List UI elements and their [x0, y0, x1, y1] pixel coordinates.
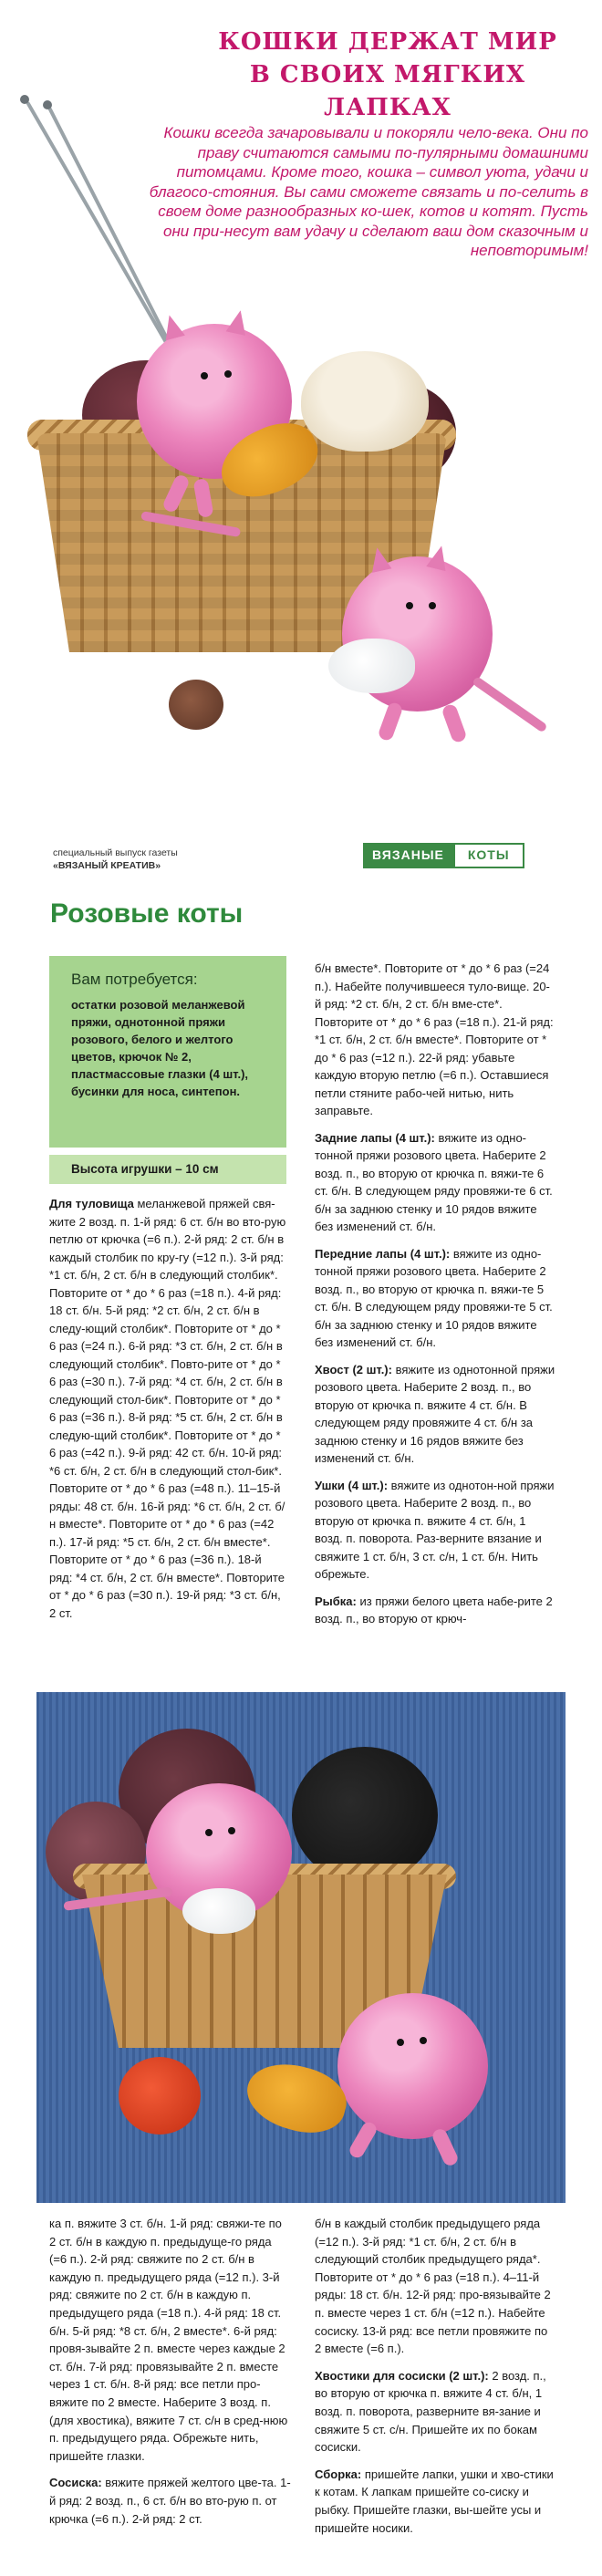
toy-pink-cat: [337, 1993, 488, 2139]
fish-instructions: [315, 1593, 556, 1628]
instructions-column-4: [315, 2215, 556, 2546]
assembly-instructions: [315, 2466, 556, 2537]
tail-lead: Хвост (2 шт.):: [315, 1362, 392, 1376]
yarn-ball-small: [169, 680, 223, 730]
cat-eye: [205, 1829, 213, 1836]
fish-text: из пряжи белого цвета набе-рите 2 возд. п., во вторую от крюч-: [315, 1594, 553, 1626]
needle-tip: [20, 95, 29, 104]
assembly-text: пришейте лапки, ушки и хво-стики к котам. К лапкам пришейте со-сиску и рыбку. Пришейте глазки, вы-шейте усы и пришейте носики.: [315, 2467, 554, 2535]
cat-eye: [201, 372, 208, 379]
ears-text: вяжите из однотон-ной пряжи розового цвета. Наберите 2 возд. п., во вторую от крючка п. вяжите 4 ст. б/н, 1 возд. п. поворота. Раз-верните вязание и свяжите 1 ст. б/н, 3 ст. с/н, 1 ст. б/н. Нить обрежьте.: [315, 1478, 555, 1581]
cat-eye: [429, 602, 436, 609]
hero-title-line2: В СВОИХ МЯГКИХ ЛАПКАХ: [249, 61, 526, 121]
needle-tip: [43, 100, 52, 109]
sausage-lead: Сосиска:: [49, 2476, 102, 2490]
hind-legs-lead: Задние лапы (4 шт.):: [315, 1130, 435, 1145]
hind-legs-instructions: [315, 1129, 556, 1236]
caption-line1: специальный выпуск газеты: [53, 847, 178, 858]
cat-tail: [472, 676, 548, 733]
cat-leg: [377, 701, 403, 743]
cat-eye: [228, 1827, 235, 1834]
second-photo: [36, 1692, 566, 2203]
section-tags: [363, 843, 524, 868]
toy-fish: [182, 1888, 255, 1934]
sausage-text: вяжите пряжей желтого цве-та. 1-й ряд: 2 возд. п., 6 ст. б/н во вто-рую п. от крючка (=6 п.). 2-й ряд: 2 ст.: [49, 2476, 291, 2526]
tag-topic: КОТЫ: [453, 843, 524, 868]
sausage-continued: б/н в каждый столбик предыдущего ряда (=12 п.). 3-й ряд: *1 ст. б/н, 2 ст. б/н в следующий столбик предыдущего ряда*. Повторите от * до * 6 раз (=18 п.). 4–11-й ряды: 18 ст. б/н. 12-й ряд: про-вязывайте 2 п. вместе через 1 ст. б/н (=12 п.). Набейте сосиску. 13-й ряд: все петли провяжите по 2 вместе (=6 п.).: [315, 2217, 551, 2356]
toy-white-cat: [301, 351, 429, 452]
cat-eye: [224, 370, 232, 378]
body-lead: Для туловища: [49, 1197, 134, 1210]
front-legs-lead: Передние лапы (4 шт.):: [315, 1246, 451, 1261]
body-text: меланжевой пряжей свя-жите 2 возд. п. 1-й ряд: 6 ст. б/н во вто-рую петлю от крючка (=6 п.). 2-й ряд: 2 ст. б/н в каждый столбик по кру-гу (=12 п.). 3-й ряд: *1 ст. б/н, 2 ст. б/н в следующий столбик*. Повторите от * до * 6 раз (=18 п.). 4-й ряд: 18 ст. б/н. 5-й ряд: *2 ст. б/н, 2 ст. б/н в следу-ющий столбик*. Повторите от * до * 6 раз (=24 п.). 6-й ряд: *3 ст. б/н, 2 ст. б/н в следующий столбик*. Повто-рите от * до * 6 раз (=30 п.). 7-й ряд: *4 ст. б/н, 2 ст. б/н в следующий стол-бик*. Повторите от * до * 6 раз (=36 п.). 8-й ряд: *5 ст. б/н, 2 ст. б/н в следую-щий столбик*. Повторите от * до * 6 раз (=42 п.). 9-й ряд: 42 ст. б/н. 10-й ряд: *6 ст. б/н, 2 ст. б/н в следующий стол-бик*. Повторите от * до * 6 раз (=48 п.). 11–15-й ряды: 48 ст. б/н. 16-й ряд: *6 ст. б/н, 2 ст. б/н вместе*. Повторите от * до * 6 раз (=42 п.). 17-й ряд: *5 ст. б/н, 2 ст. б/н вместе*. Повторите от * до * 6 раз (=36 п.). 18-й ряд: *4 ст. б/н, 2 ст. б/н вместе*. Повторите от * до * 6 раз (=30 п.). 19-й ряд: *3 ст. б/н, 2 ст.: [49, 1197, 286, 1620]
sausage-tails-lead: Хвостики для сосиски (2 шт.):: [315, 2368, 489, 2383]
fish-lead: Рыбка:: [315, 1594, 357, 1608]
toy-height: Высота игрушки – 10 см: [49, 1155, 286, 1184]
tag-category: ВЯЗАНЫЕ: [363, 843, 453, 868]
caption-line2: «ВЯЗАНЫЙ КРЕАТИВ»: [53, 860, 161, 871]
hind-legs-text: вяжите из одно-тонной пряжи розового цвета. Наберите 2 возд. п., во вторую от крючка п. вяжи-те 6 ст. б/н. В следующем ряду провяжи-те 6 ст. б/н за заднюю стенку и 10 рядов вяжите без изменений ст. б/н.: [315, 1130, 553, 1233]
cat-leg: [441, 703, 467, 744]
fish-continued: ка п. вяжите 3 ст. б/н. 1-й ряд: свяжи-те по 2 ст. б/н в каждую п. предыдуще-го ряда (=6 п.). 2-й ряд: свяжите по 2 ст. б/н в каждую п. предыдущего ряда (=12 п.). 3-й ряд: свяжите по 2 ст. б/н в каждую п. предыдущего ряда (=18 п.). 4-й ряд: 18 ст. б/н. 5-й ряд: *8 ст. б/н, 2 вместе*. 6-й ряд: провя-зывайте 2 п. вместе через каждые 2 ст. б/н. 7-й ряд: провязывайте 2 п. вместе через 1 ст. б/н. 8-й ряд: все петли про-вяжите по 2 вместе. Наберите 3 возд. п. (для хвостика), вяжите 7 ст. с/н в сред-нюю п. предыдущего ряда. Обрежьте нить, пришейте глазки.: [49, 2217, 288, 2463]
cat-eye: [406, 602, 413, 609]
tail-text: вяжите из однотонной пряжи розового цвета. Наберите 2 возд. п., во вторую от крючка п. вяжите 4 ст. б/н. В следующем ряду провяжите 4 ст. б/н за заднюю стенку и 16 рядов вяжите без изменений ст. б/н.: [315, 1362, 555, 1465]
publication-caption: [53, 847, 178, 872]
ears-instructions: [315, 1477, 556, 1584]
sausage-tails-instructions: [315, 2367, 556, 2457]
hero-intro: Кошки всегда зачаровывали и покоряли чело-века. Они по праву считаются самыми по-пулярными домашними питомцами. Кроме того, кошка – символ уюта, удачи и благосо-стояния. Вы сами сможете связать и по-селить в своем доме разнообразных ко-шек, котов и котят. Пусть они при-несут вам удачу и сделают ваш дом сказочным и неповторимым!: [149, 124, 588, 259]
cat-eye: [397, 2039, 404, 2046]
article-title: Розовые коты: [50, 898, 244, 929]
instructions-column-3: [49, 2215, 291, 2537]
instructions-column-1: [49, 1195, 286, 1631]
body-instructions: [49, 1195, 286, 1622]
cat-leg: [431, 2127, 460, 2168]
instructions-column-2: [315, 960, 556, 1637]
sausage-tails-text: 2 возд. п., во вторую от крючка п. вяжите 4 ст. б/н, 1 возд. п. поворота, разверните вя-зание и свяжите 5 ст. с/н. Пришейте их по бокам сосиски.: [315, 2368, 546, 2455]
sausage-instructions: [49, 2474, 291, 2528]
toy-fish: [328, 639, 415, 693]
hero-title-line1: КОШКИ ДЕРЖАТ МИР: [218, 28, 557, 56]
materials-box: [49, 956, 286, 1148]
materials-title: Вам потребуется:: [71, 971, 198, 988]
assembly-lead: Сборка:: [315, 2467, 362, 2481]
hero-section: [0, 0, 602, 839]
yarn-ball-red: [119, 2057, 201, 2135]
cat-leg: [348, 2120, 379, 2160]
tail-instructions: [315, 1361, 556, 1468]
body-continued: б/н вместе*. Повторите от * до * 6 раз (=24 п.). Набейте получившееся туло-вище. 20-й ряд: *2 ст. б/н, 2 ст. б/н вме-сте*. Повторите от * до * 6 раз (=18 п.). 21-й ряд: *1 ст. б/н, 2 ст. б/н вместе*. Повторите от * до * 6 раз (=12 п.). 22-й ряд: убавьте каждую вторую петлю (=6 п.). Оставшиеся петли стяните рабо-чей нитью, нить заправьте.: [315, 961, 554, 1117]
cat-eye: [420, 2037, 427, 2044]
ears-lead: Ушки (4 шт.):: [315, 1478, 389, 1492]
materials-list: остатки розовой меланжевой пряжи, однотонной пряжи розового, белого и желтого цветов, крючок № 2, пластмассовые глазки (4 шт.), бусинки для носа, синтепон.: [71, 998, 249, 1098]
front-legs-text: вяжите из одно-тонной пряжи розового цвета. Наберите 2 возд. п., во вторую от крючка п. вяжи-те 5 ст. б/н. В следующем ряду провяжи-те 5 ст. б/н за заднюю стенку и 10 рядов вяжите без изменений ст. б/н.: [315, 1246, 553, 1349]
front-legs-instructions: [315, 1245, 556, 1352]
toy-sausage: [240, 2054, 353, 2142]
hero-title: [192, 26, 584, 124]
